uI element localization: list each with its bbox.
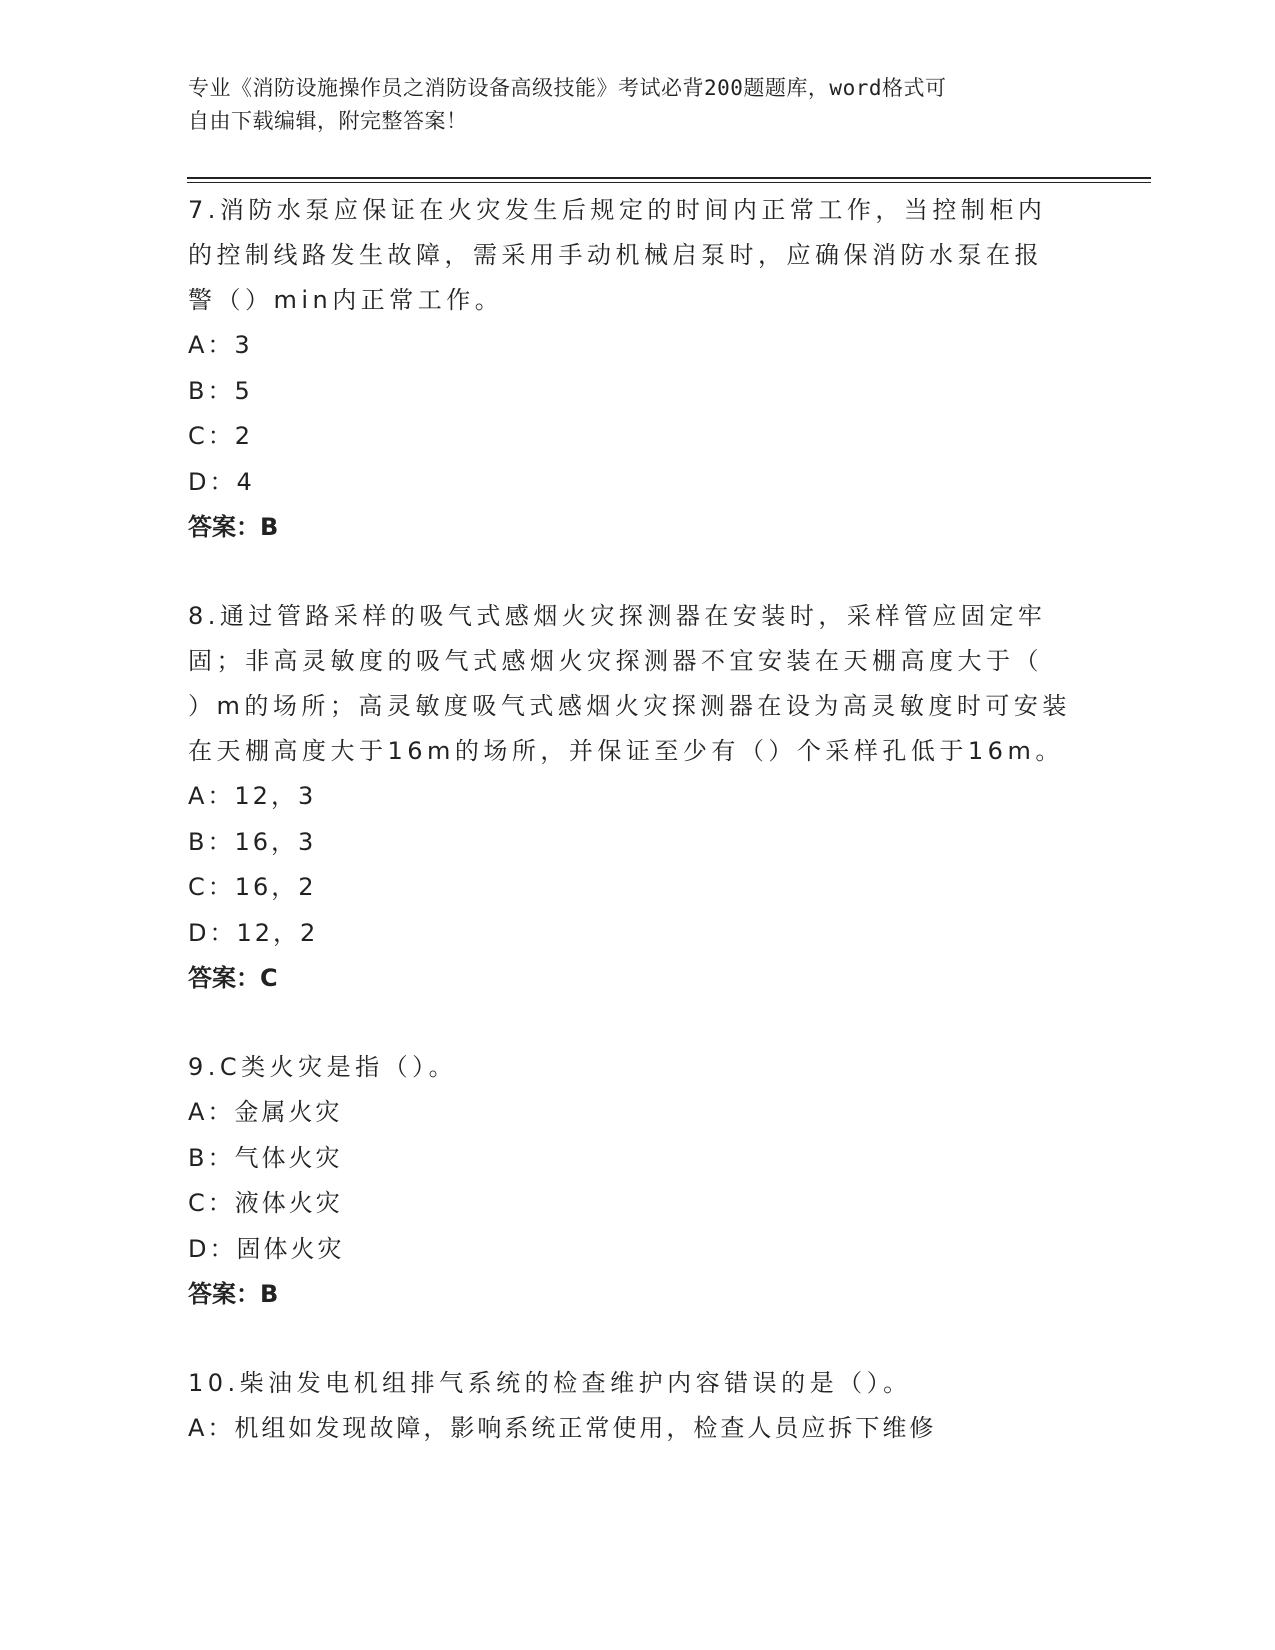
question-stem-line: 警（）min内正常工作。 xyxy=(188,286,504,314)
option-c: C：16，2 xyxy=(188,873,317,901)
option-a: A：机组如发现故障，影响系统正常使用，检查人员应拆下维修 xyxy=(188,1414,937,1442)
header-line-2: 自由下载编辑，附完整答案！ xyxy=(188,109,468,133)
option-b: B：气体火灾 xyxy=(188,1143,343,1172)
option-d: D：12，2 xyxy=(188,918,319,947)
option-a: A：12，3 xyxy=(188,782,317,810)
option-c: C：2 xyxy=(188,422,254,450)
answer: 答案：B xyxy=(188,1280,279,1308)
question-8 xyxy=(188,594,1088,1001)
header-divider-thick xyxy=(187,177,1151,179)
option-d: D：固体火灾 xyxy=(188,1234,345,1263)
spacer xyxy=(188,1001,1088,1045)
answer: 答案：B xyxy=(188,513,279,541)
option-a: A：3 xyxy=(188,331,253,359)
question-stem-line: 在天棚高度大于16m的场所，并保证至少有（）个采样孔低于16m。 xyxy=(188,737,1064,765)
question-stem-line: 9.C类火灾是指（）。 xyxy=(188,1053,458,1081)
spacer xyxy=(188,1317,1088,1361)
spacer xyxy=(188,550,1088,594)
document-header xyxy=(188,72,1068,138)
option-a: A：金属火灾 xyxy=(188,1098,343,1126)
question-list xyxy=(188,188,1088,1452)
option-b: B：16，3 xyxy=(188,827,317,856)
question-stem-line: 的控制线路发生故障，需采用手动机械启泵时，应确保消防水泵在报 xyxy=(188,241,1043,269)
question-stem-line: 10.柴油发电机组排气系统的检查维护内容错误的是（）。 xyxy=(188,1369,912,1397)
header-divider-thin xyxy=(187,182,1151,183)
header-line-1: 专业《消防设施操作员之消防设备高级技能》考试必背200题题库，word格式可 xyxy=(188,76,947,100)
option-c: C：液体火灾 xyxy=(188,1189,343,1217)
question-stem-line: 8.通过管路采样的吸气式感烟火灾探测器在安装时，采样管应固定牢 xyxy=(188,602,1047,630)
question-stem-line: 固；非高灵敏度的吸气式感烟火灾探测器不宜安装在天棚高度大于（ xyxy=(188,647,1043,675)
question-stem-line: ）m的场所；高灵敏度吸气式感烟火灾探测器在设为高灵敏度时可安装 xyxy=(188,692,1071,720)
question-stem-line: 7.消防水泵应保证在火灾发生后规定的时间内正常工作，当控制柜内 xyxy=(188,196,1047,224)
question-10 xyxy=(188,1361,1088,1452)
question-7 xyxy=(188,188,1088,550)
question-9 xyxy=(188,1045,1088,1317)
option-b: B：5 xyxy=(188,376,253,405)
answer: 答案：C xyxy=(188,964,278,992)
option-d: D：4 xyxy=(188,467,255,496)
